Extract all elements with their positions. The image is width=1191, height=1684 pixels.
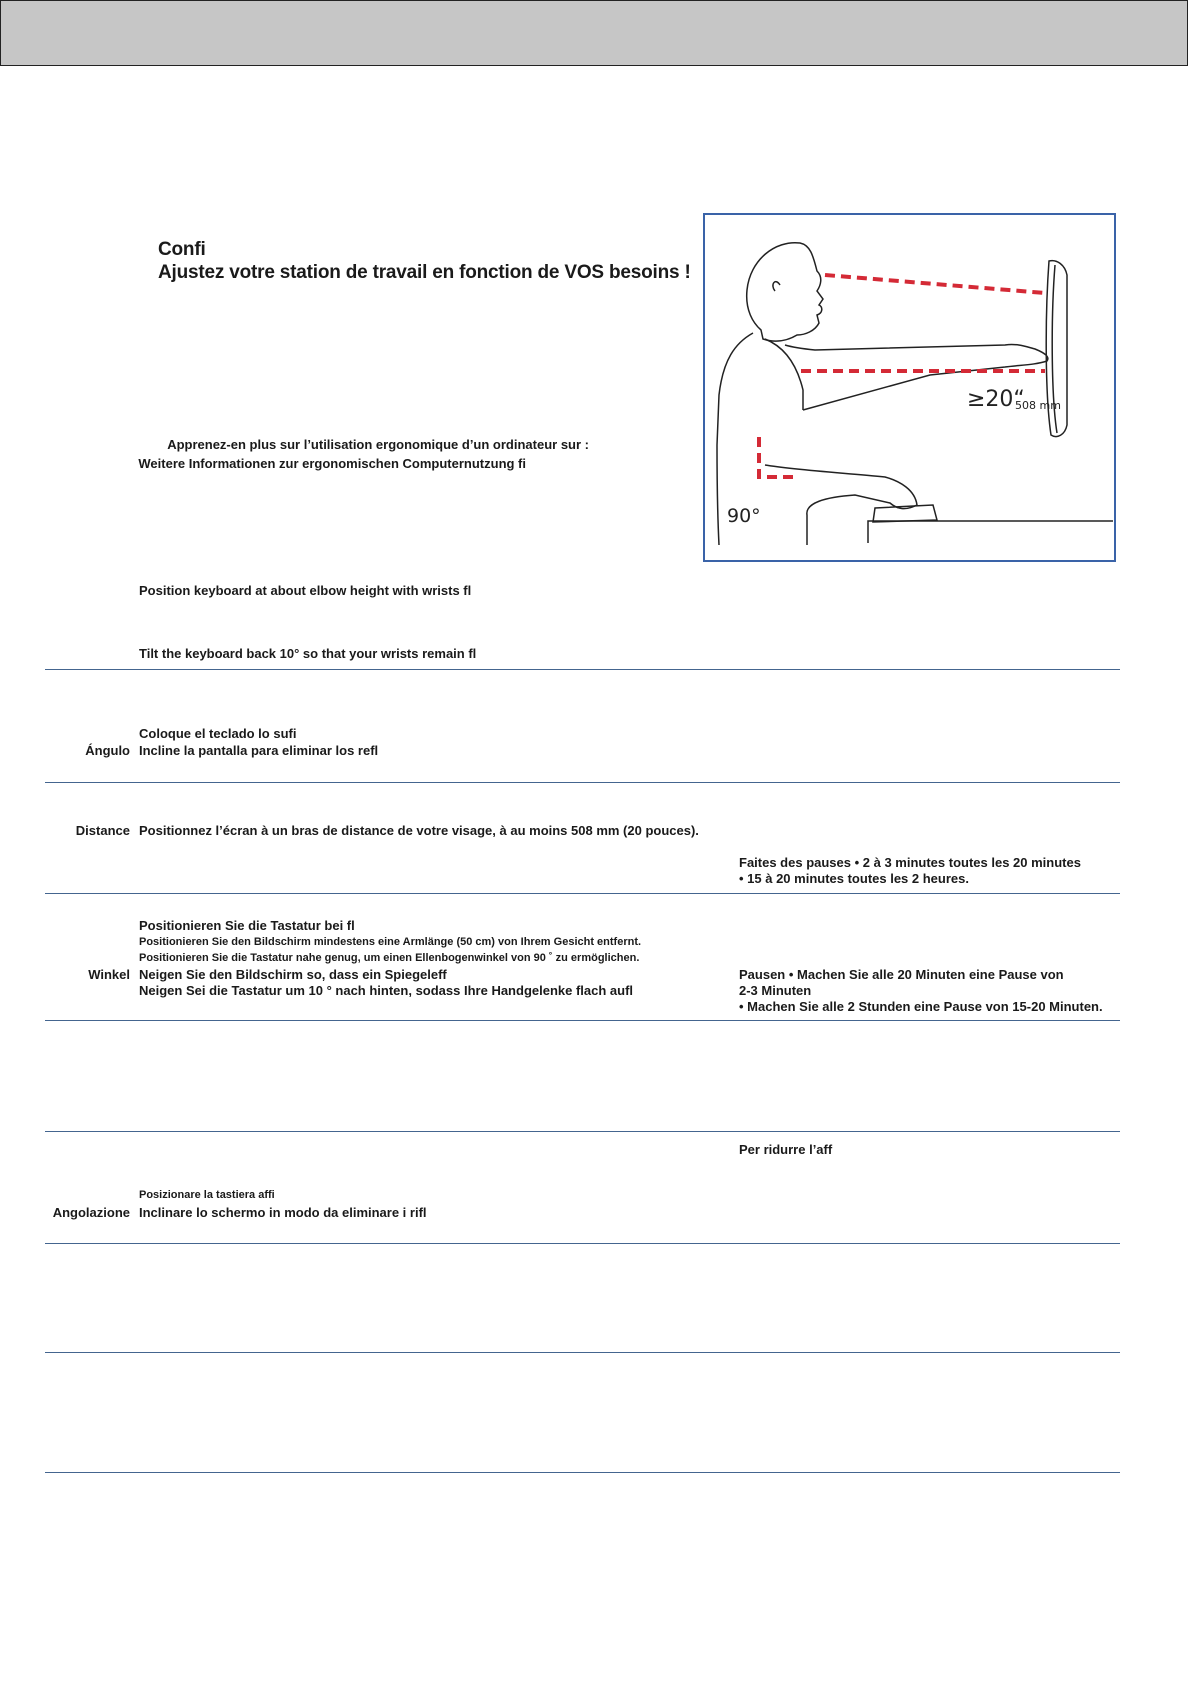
fr-distance-text: Positionnez l’écran à un bras de distance de votre visage, à au moins 508 mm (20 pouces). xyxy=(139,823,699,838)
section-divider xyxy=(45,1352,1120,1353)
es-angle-text: Incline la pantalla para eliminar los refl xyxy=(139,743,379,758)
header-bar xyxy=(0,0,1188,66)
page-subtitle: Ajustez votre station de travail en fonction de VOS besoins ! xyxy=(158,262,691,283)
en-keyboard-height: Position keyboard at about elbow height with wrists fl xyxy=(139,583,472,598)
es-angle-label: Ángulo xyxy=(85,743,130,758)
fr-breaks-line1: Faites des pauses • 2 à 3 minutes toutes les 20 minutes xyxy=(739,855,1081,870)
eye-to-screen-guide xyxy=(825,275,1045,293)
de-breaks-line2: 2-3 Minuten xyxy=(739,983,812,998)
de-angle-text: Neigen Sie den Bildschirm so, dass ein Spiegeleff xyxy=(139,967,447,982)
de-breaks-line3: • Machen Sie alle 2 Stunden eine Pause von 15-20 Minuten. xyxy=(739,999,1103,1014)
ergonomic-figure xyxy=(703,213,1116,562)
distance-mm-label: 508 mm xyxy=(1015,399,1061,412)
de-breaks-line1: Pausen • Machen Sie alle 20 Minuten eine Pause von xyxy=(739,967,1064,982)
en-keyboard-tilt: Tilt the keyboard back 10° so that your wrists remain fl xyxy=(139,646,477,661)
fr-breaks-line2: • 15 à 20 minutes toutes les 2 heures. xyxy=(739,871,969,886)
page-title: Confi xyxy=(158,239,206,260)
section-divider xyxy=(45,669,1120,670)
angle-90-label: 90° xyxy=(727,505,761,527)
learn-more-fr: Apprenez-en plus sur l’utilisation ergonomique d’un ordinateur sur : xyxy=(167,437,589,452)
it-angle-text: Inclinare lo schermo in modo da eliminare i rifl xyxy=(139,1205,427,1220)
section-divider xyxy=(45,782,1120,783)
section-divider xyxy=(45,1020,1120,1021)
de-screen-distance: Positionieren Sie den Bildschirm mindestens eine Armlänge (50 cm) von Ihrem Gesicht entfernt. xyxy=(139,936,642,948)
section-divider xyxy=(45,1472,1120,1473)
desk-outline xyxy=(868,521,1113,543)
elbow-angle-guide xyxy=(759,437,798,477)
workstation-illustration xyxy=(705,215,1114,560)
de-keyboard-elbow: Positionieren Sie die Tastatur nahe genug, um einen Ellenbogenwinkel von 90 ˚ zu ermöglichen. xyxy=(139,952,640,964)
es-keyboard: Coloque el teclado lo sufi xyxy=(139,726,297,741)
it-keyboard: Posizionare la tastiera affi xyxy=(139,1189,275,1201)
section-divider xyxy=(45,893,1120,894)
head-outline xyxy=(747,243,823,341)
section-divider xyxy=(45,1131,1120,1132)
distance-20in-label: ≥20“ xyxy=(967,387,1025,412)
de-keyboard: Positionieren Sie die Tastatur bei fl xyxy=(139,918,355,933)
it-glare: Per ridurre l’aff xyxy=(739,1142,833,1157)
it-angle-label: Angolazione xyxy=(52,1205,130,1220)
de-tilt-text: Neigen Sei die Tastatur um 10 ° nach hinten, sodass Ihre Handgelenke flach aufl xyxy=(139,983,634,998)
keyboard-outline xyxy=(873,505,937,522)
fr-distance-label: Distance xyxy=(75,823,130,838)
learn-more-de: Weitere Informationen zur ergonomischen Computernutzung fi xyxy=(138,456,526,471)
de-angle-label: Winkel xyxy=(88,967,130,982)
section-divider xyxy=(45,1243,1120,1244)
